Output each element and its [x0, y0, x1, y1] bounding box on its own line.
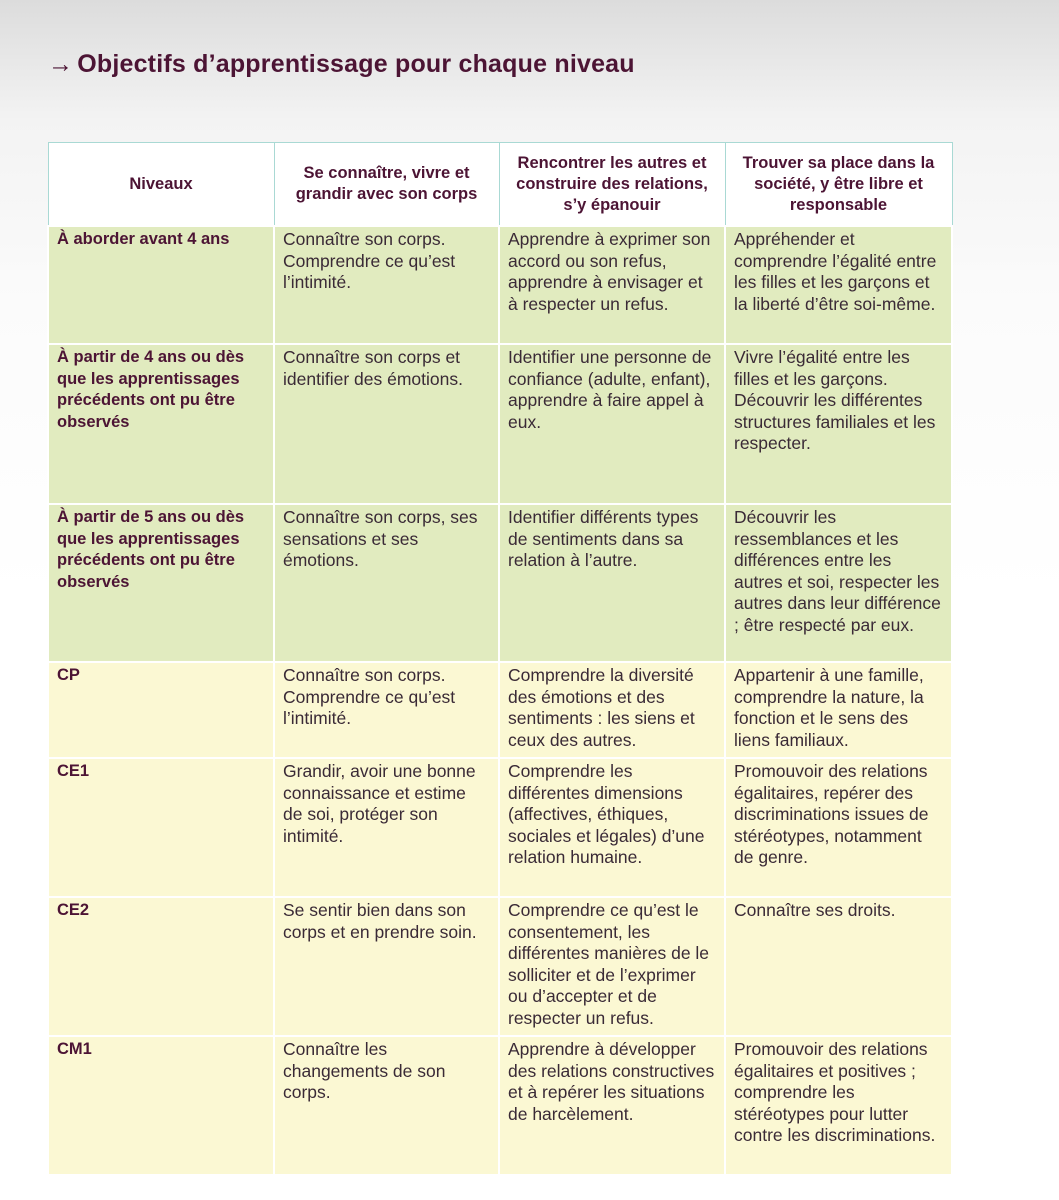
- table-row: [48, 662, 952, 758]
- level-cell: À partir de 5 ans ou dès que les apprentissages précédents ont pu être observés: [48, 504, 274, 662]
- level-cell: À aborder avant 4 ans: [48, 226, 274, 344]
- corps-cell: Se sentir bien dans son corps et en prendre soin.: [274, 897, 499, 1036]
- header-societe: Trouver sa place dans la société, y être libre et responsable: [725, 143, 952, 227]
- societe-cell: Appréhender et comprendre l’égalité entre les filles et les garçons et la liberté d’être soi-même.: [725, 226, 952, 344]
- level-cell: CE1: [48, 758, 274, 897]
- page-title-text: Objectifs d’apprentissage pour chaque niveau: [77, 50, 635, 78]
- corps-cell: Connaître son corps et identifier des émotions.: [274, 344, 499, 504]
- corps-cell: Connaître son corps. Comprendre ce qu’est l’intimité.: [274, 662, 499, 758]
- table-row: [48, 344, 952, 504]
- corps-cell: Connaître son corps. Comprendre ce qu’est l’intimité.: [274, 226, 499, 344]
- level-cell: CE2: [48, 897, 274, 1036]
- arrow-right-icon: →: [48, 50, 74, 78]
- table-row: [48, 226, 952, 344]
- societe-cell: Appartenir à une famille, comprendre la nature, la fonction et le sens des liens familiaux.: [725, 662, 952, 758]
- relations-cell: Apprendre à développer des relations constructives et à repérer les situations de harcèlement.: [499, 1036, 725, 1175]
- relations-cell: Comprendre ce qu’est le consentement, les différentes manières de le solliciter et de l’exprimer ou d’accepter et de respecter un refus.: [499, 897, 725, 1036]
- relations-cell: Identifier différents types de sentiments dans sa relation à l’autre.: [499, 504, 725, 662]
- header-corps: Se connaître, vivre et grandir avec son corps: [274, 143, 499, 227]
- level-cell: CP: [48, 662, 274, 758]
- objectives-table: [47, 142, 953, 1176]
- table-header: [48, 143, 952, 227]
- table-body: [48, 226, 952, 1175]
- page-title: [48, 50, 635, 79]
- header-niveaux: Niveaux: [48, 143, 274, 227]
- societe-cell: Promouvoir des relations égalitaires et positives ; comprendre les stéréotypes pour lutter contre les discriminations.: [725, 1036, 952, 1175]
- level-cell: CM1: [48, 1036, 274, 1175]
- header-row: [48, 143, 952, 227]
- societe-cell: Promouvoir des relations égalitaires, repérer des discriminations issues de stéréotypes, notamment de genre.: [725, 758, 952, 897]
- header-relations: Rencontrer les autres et construire des relations, s’y épanouir: [499, 143, 725, 227]
- table-row: [48, 504, 952, 662]
- table-row: [48, 758, 952, 897]
- societe-cell: Vivre l’égalité entre les filles et les garçons. Découvrir les différentes structures familiales et les respecter.: [725, 344, 952, 504]
- relations-cell: Comprendre les différentes dimensions (affectives, éthiques, sociales et légales) d’une relation humaine.: [499, 758, 725, 897]
- table-row: [48, 897, 952, 1036]
- corps-cell: Connaître les changements de son corps.: [274, 1036, 499, 1175]
- relations-cell: Comprendre la diversité des émotions et des sentiments : les siens et ceux des autres.: [499, 662, 725, 758]
- table-row: [48, 1036, 952, 1175]
- level-cell: À partir de 4 ans ou dès que les apprentissages précédents ont pu être observés: [48, 344, 274, 504]
- societe-cell: Connaître ses droits.: [725, 897, 952, 1036]
- societe-cell: Découvrir les ressemblances et les différences entre les autres et soi, respecter les autres dans leur différence ; être respecté par eux.: [725, 504, 952, 662]
- relations-cell: Apprendre à exprimer son accord ou son refus, apprendre à envisager et à respecter un refus.: [499, 226, 725, 344]
- corps-cell: Connaître son corps, ses sensations et ses émotions.: [274, 504, 499, 662]
- corps-cell: Grandir, avoir une bonne connaissance et estime de soi, protéger son intimité.: [274, 758, 499, 897]
- relations-cell: Identifier une personne de confiance (adulte, enfant), apprendre à faire appel à eux.: [499, 344, 725, 504]
